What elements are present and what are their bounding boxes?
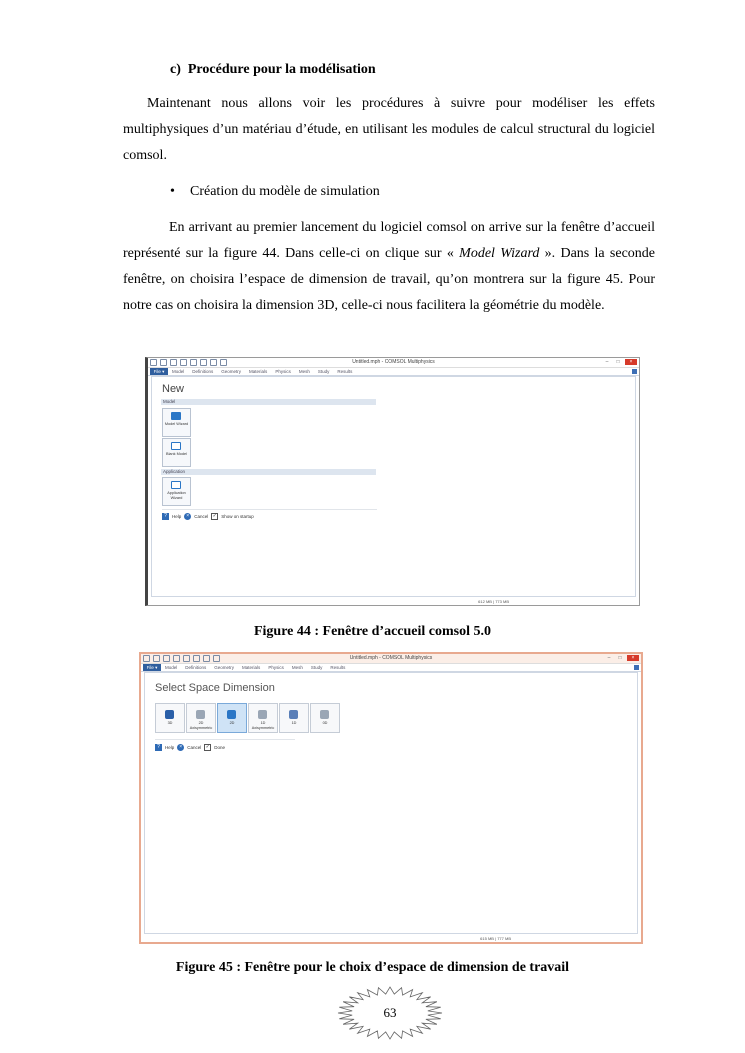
minimize-icon: –: [605, 359, 609, 365]
maximize-icon: □: [616, 359, 620, 365]
minimize-icon: –: [607, 655, 611, 661]
window-controls: [603, 359, 637, 365]
action-row: [155, 744, 225, 751]
bullet-text: Création du modèle de simulation: [190, 184, 380, 199]
menu-tab: Materials: [242, 665, 261, 670]
dimension-icon: [320, 710, 329, 719]
file-menu: File ▾: [143, 664, 161, 671]
dimension-label: 3D: [167, 721, 173, 725]
menu-tab: Materials: [249, 369, 268, 374]
action-row: [162, 513, 254, 520]
done-label: Done: [214, 745, 226, 750]
menu-tab: Geometry: [221, 369, 242, 374]
menu-tab: Results: [337, 369, 353, 374]
help-icon: ?: [155, 744, 162, 751]
menu-tabs: [172, 369, 352, 374]
divider: [162, 509, 377, 510]
menu-tab: Geometry: [214, 665, 235, 670]
cancel-icon: ×: [177, 744, 184, 751]
space-dimension-page: [144, 672, 638, 934]
menu-tab: Model: [165, 665, 178, 670]
launch-text-end: ». Dans la seconde fenêtre, on choisira l’espace de dimension de travail, qu’on montrera sur la figure 45. Pour notre cas on choisira la dimension 3D, celle-ci nous facilitera la géométrie du modèle.: [123, 246, 656, 313]
bullet-item: [170, 184, 380, 200]
blank-model-label: Blank Model: [166, 452, 187, 456]
memory-status: 612 MB | 773 MB: [478, 599, 509, 604]
page-number: 63: [383, 1005, 397, 1020]
dimension-label: 2D Axisymmetric: [189, 721, 213, 730]
menu-tab: Physics: [275, 369, 291, 374]
model-wizard-icon: [171, 412, 181, 420]
help-icon: [632, 369, 637, 374]
help-label: Help: [165, 745, 175, 750]
dimension-icon: [258, 710, 267, 719]
model-section: Model: [161, 399, 376, 405]
checkbox-icon: ✓: [212, 513, 217, 519]
application-wizard-icon: [171, 481, 181, 489]
application-wizard-tile: [162, 477, 191, 506]
dimension-icon: [227, 710, 236, 719]
dimension-option: [155, 703, 185, 733]
application-wizard-label: Application Wizard: [167, 491, 186, 500]
menu-tab: Results: [330, 665, 346, 670]
menu-tabs: [165, 665, 345, 670]
menu-tab: Physics: [268, 665, 284, 670]
dimension-icon: [196, 710, 205, 719]
application-section: Application: [161, 469, 376, 475]
select-dimension-title: Select Space Dimension: [155, 682, 275, 694]
close-icon: ×: [625, 359, 637, 365]
window-controls: [605, 655, 639, 661]
launch-text-start: En arrivant au premier lancement du logiciel comsol on arrive sur la fenêtre d’accueil représenté sur la figure 44. Dans celle-ci on clique sur «: [123, 220, 655, 261]
section-heading: c) Procédure pour la modélisation: [170, 62, 376, 77]
dimension-option: [217, 703, 247, 733]
dimension-label: 2D: [229, 721, 235, 725]
new-title: New: [162, 383, 185, 395]
menu-tab: Mesh: [298, 369, 310, 374]
launch-paragraph: [123, 215, 655, 319]
ribbon-tabs: [141, 664, 641, 672]
cancel-label: Cancel: [187, 745, 202, 750]
figure-44-caption: Figure 44 : Fenêtre d’accueil comsol 5.0: [253, 624, 492, 639]
divider: [155, 739, 295, 740]
dimension-options: [155, 703, 340, 733]
title-bar: [148, 358, 639, 368]
menu-tab: Study: [310, 665, 323, 670]
menu-tab: Definitions: [192, 369, 214, 374]
close-icon: ×: [627, 655, 639, 661]
help-icon: ?: [162, 513, 169, 520]
dimension-icon: [289, 710, 298, 719]
window-title: Untitled.mph - COMSOL Multiphysics: [349, 655, 433, 661]
help-icon: [634, 665, 639, 670]
dimension-option: [248, 703, 278, 733]
done-icon: ✓: [205, 744, 210, 750]
figure-45-caption: Figure 45 : Fenêtre pour le choix d’espace de dimension de travail: [175, 960, 570, 975]
model-wizard-label: Model Wizard: [164, 422, 189, 426]
figure-45-screenshot: [139, 652, 643, 944]
figure-44-screenshot: [145, 357, 640, 606]
dimension-option: [310, 703, 340, 733]
intro-paragraph: Maintenant nous allons voir les procédures à suivre pour modéliser les effets multiphysiques d’un matériau d’étude, en utilisant les modules de calcul structural du logiciel comsol.: [123, 96, 655, 163]
help-label: Help: [172, 514, 182, 519]
model-wizard-tile: [162, 408, 191, 437]
dimension-icon: [165, 710, 174, 719]
dimension-label: 1D Axisymmetric: [251, 721, 275, 730]
cancel-label: Cancel: [194, 514, 209, 519]
file-menu: File ▾: [150, 368, 168, 375]
dimension-option: [279, 703, 309, 733]
ribbon-tabs: [148, 368, 639, 376]
maximize-icon: □: [618, 655, 622, 661]
page-number-badge: [335, 983, 445, 1043]
dimension-option: [186, 703, 216, 733]
window-title: Untitled.mph - COMSOL Multiphysics: [352, 359, 435, 365]
status-bar: [141, 935, 641, 942]
menu-tab: Definitions: [185, 665, 207, 670]
start-page: [151, 376, 636, 597]
bullet-dot-icon: •: [170, 184, 175, 199]
blank-model-icon: [171, 442, 181, 450]
show-on-startup-label: Show on startup: [221, 514, 254, 519]
menu-tab: Study: [317, 369, 330, 374]
blank-model-tile: [162, 438, 191, 467]
dimension-label: 0D: [322, 721, 328, 725]
status-bar: [148, 598, 639, 605]
memory-status: 615 MB | 777 MB: [480, 936, 511, 941]
dimension-label: 1D: [291, 721, 297, 725]
cancel-icon: ×: [184, 513, 191, 520]
model-wizard-term: Model Wizard: [459, 246, 540, 261]
title-bar: [141, 654, 641, 664]
menu-tab: Model: [172, 369, 185, 374]
menu-tab: Mesh: [291, 665, 303, 670]
